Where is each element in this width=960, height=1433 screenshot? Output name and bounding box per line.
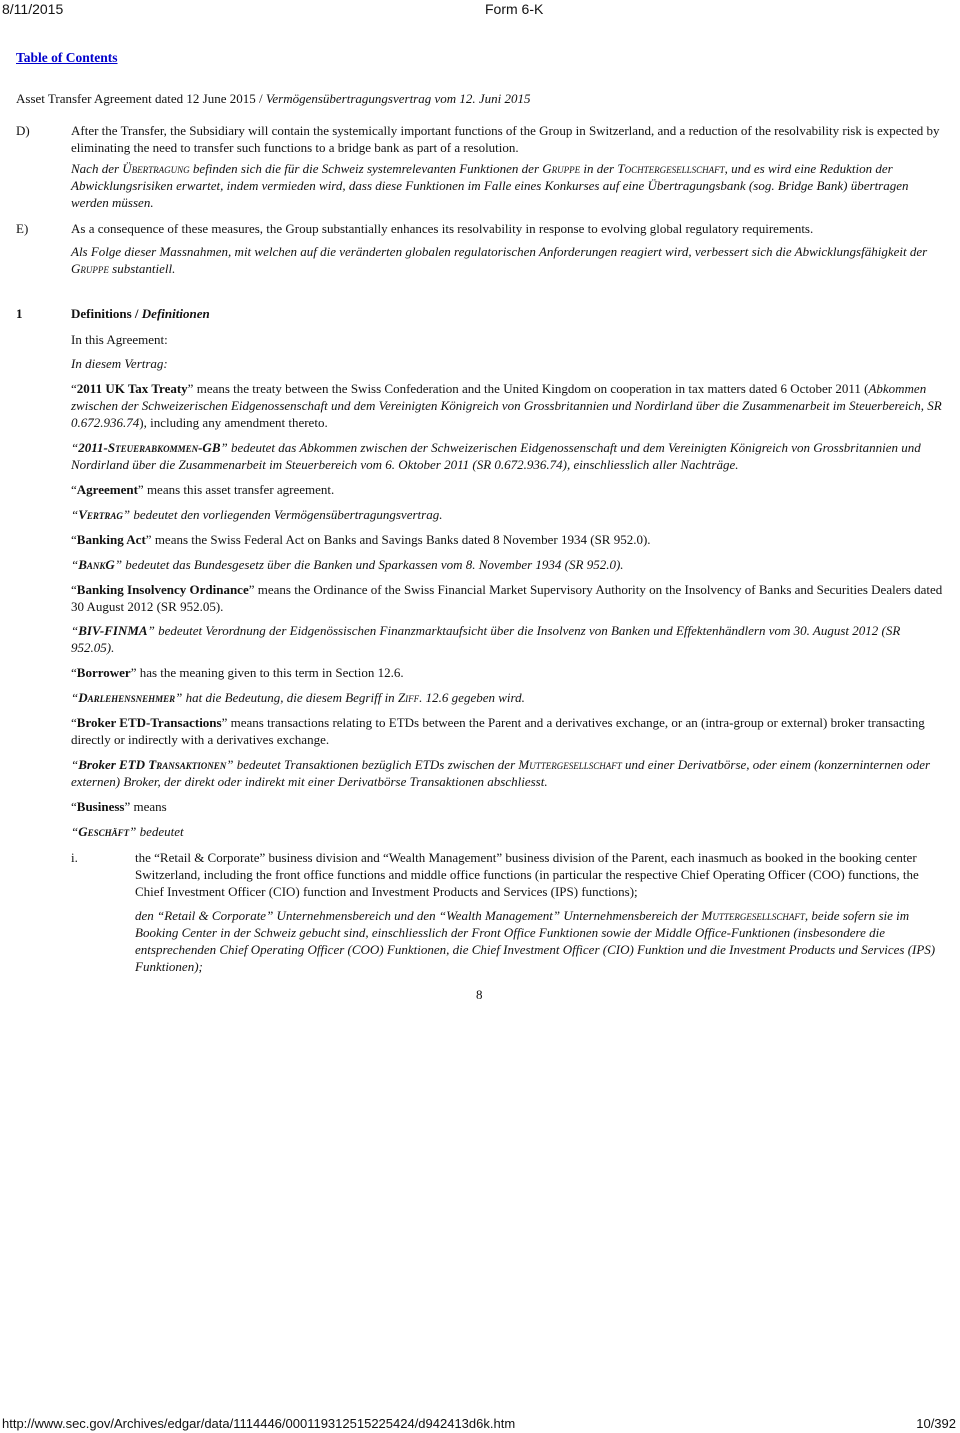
- def-uk-tax-treaty-en: “2011 UK Tax Treaty” means the treaty between the Swiss Confederation and the United Kingdom on cooperation in tax matters dated 6 October 2011 (Abkommen zwischen der Schweizerischen Eidgenossenschaft und dem Vereinigten Königreich von Grossbritannien und Nordirland über die Zusammenarbeit im Steuerbereich, SR 0.672.936.74), including any amendment thereto.: [71, 381, 942, 430]
- section-heading: Definitions / Definitionen: [71, 306, 210, 321]
- def-broker-etd-en: “Broker ETD-Transactions” means transactions relating to ETDs between the Parent and a derivatives exchange, or an (intra-group or external) broker transacting directly or indirectly with a derivatives exchange.: [71, 715, 925, 747]
- def-uk-tax-treaty-de: “2011-Steuerabkommen-GB” bedeutet das Abkommen zwischen der Schweizerischen Eidgenossenschaft und dem Vereinigten Königreich von Grossbritannien und Nordirland über die Zusammenarbeit im Steuerbereich vom 6. Oktober 2011 (SR 0.672.936.74), einschliesslich aller Nachträge.: [71, 440, 921, 472]
- business-item-en: the “Retail & Corporate” business division and “Wealth Management” business division of the Parent, each inasmuch as booked in the booking center Switzerland, including the front office functions and middle office functions (in particular the respective Chief Operating Officer (COO) functions, the Chief Investment Officer (CIO) function and Investment Products and Services (IPS) functions);: [135, 850, 919, 899]
- def-agreement-en: “Agreement” means this asset transfer agreement.: [71, 482, 335, 497]
- recital-e-de: Als Folge dieser Massnahmen, mit welchen auf die veränderten globalen regulatorischen Anforderungen reagiert wird, verbessert sich die Abwicklungsfähigkeit der Gruppe substantiell.: [71, 244, 928, 276]
- def-banking-insolvency-de: “BIV-FINMA” bedeutet Verordnung der Eidgenössischen Finanzmarktaufsicht über die Insolvenz von Banken und Effektenhändlern vom 30. August 2012 (SR 952.05).: [71, 623, 901, 655]
- recital-e-en: As a consequence of these measures, the Group substantially enhances its resolvability in response to evolving global regulatory requirements.: [71, 221, 814, 236]
- def-broker-etd-de: “Broker ETD Transaktionen” bedeutet Transaktionen bezüglich ETDs zwischen der Muttergesellschaft und einer Derivatbörse, oder einem (konzerninternen oder externen) Broker, der direkt oder indirekt mit einer Derivatbörse Transaktionen abschliesst.: [71, 757, 931, 789]
- def-agreement-de: “Vertrag” bedeutet den vorliegenden Vermögensübertragungsvertrag.: [71, 507, 443, 522]
- intro-en: In this Agreement:: [71, 332, 168, 347]
- def-banking-act-en: “Banking Act” means the Swiss Federal Act on Banks and Savings Banks dated 8 November 1934 (SR 952.0).: [71, 532, 651, 547]
- print-date: 8/11/2015: [2, 1, 64, 17]
- intro-de: In diesem Vertrag:: [71, 356, 168, 371]
- def-business-de: “Geschäft” bedeutet: [71, 824, 184, 839]
- def-banking-act-de: “BankG” bedeutet das Bundesgesetz über die Banken und Sparkassen vom 8. November 1934 (SR 952.0).: [71, 557, 624, 572]
- recital-e-label: E): [16, 221, 29, 236]
- recital-d-en: After the Transfer, the Subsidiary will contain the systemically important functions of the Group in Switzerland, and a reduction of the resolvability risk is expected by eliminating the need to transfer such functions to a bridge bank as part of a resolution.: [71, 123, 940, 155]
- source-url: http://www.sec.gov/Archives/edgar/data/1114446/000119312515225424/d942413d6k.htm: [2, 1416, 516, 1431]
- recital-d-label: D): [16, 123, 30, 138]
- page-counter: 10/392: [916, 1416, 956, 1431]
- recital-d-de: Nach der Übertragung befinden sich die für die Schweiz systemrelevanten Funktionen der Gruppe in der Tochtergesellschaft, und es wird eine Reduktion der Abwicklungsrisiken erwartet, indem vermieden wird, dass diese Funktionen im Falle eines Konkurses auf eine Übertragungsbank (sog. Bridge Bank) übertragen werden müssen.: [71, 161, 909, 210]
- def-borrower-en: “Borrower” has the meaning given to this term in Section 12.6.: [71, 665, 404, 680]
- table-of-contents-link[interactable]: Table of Contents: [16, 50, 118, 65]
- page-number: 8: [476, 987, 483, 1002]
- business-item-label: i.: [71, 850, 78, 865]
- section-number: 1: [16, 306, 23, 321]
- business-item-de: den “Retail & Corporate” Unternehmensbereich und den “Wealth Management” Unternehmensbereich der Muttergesellschaft, beide sofern sie im Booking Center in der Schweiz gebucht sind, einschliesslich der Front Office Funktionen sowie der Middle Office-Funktionen (insbesondere die entsprechenden Chief Operating Officer (COO) Funktionen, die Chief Investment Officer (CIO) Funktion und die Investment Products und Services (IPS) Funktionen);: [135, 908, 936, 974]
- agreement-title: Asset Transfer Agreement dated 12 June 2015 / Vermögensübertragungsvertrag vom 12. Juni 2015: [16, 91, 531, 106]
- form-title: Form 6-K: [485, 1, 544, 17]
- page-header: [0, 0, 960, 20]
- def-banking-insolvency-en: “Banking Insolvency Ordinance” means the Ordinance of the Swiss Financial Market Supervisory Authority on the Insolvency of Banks and Securities Dealers dated 30 August 2012 (SR 952.05).: [71, 582, 943, 614]
- def-borrower-de: “Darlehensnehmer” hat die Bedeutung, die diesem Begriff in Ziff. 12.6 gegeben wird.: [71, 690, 525, 705]
- def-business-en: “Business” means: [71, 799, 167, 814]
- page-footer: [0, 1413, 960, 1433]
